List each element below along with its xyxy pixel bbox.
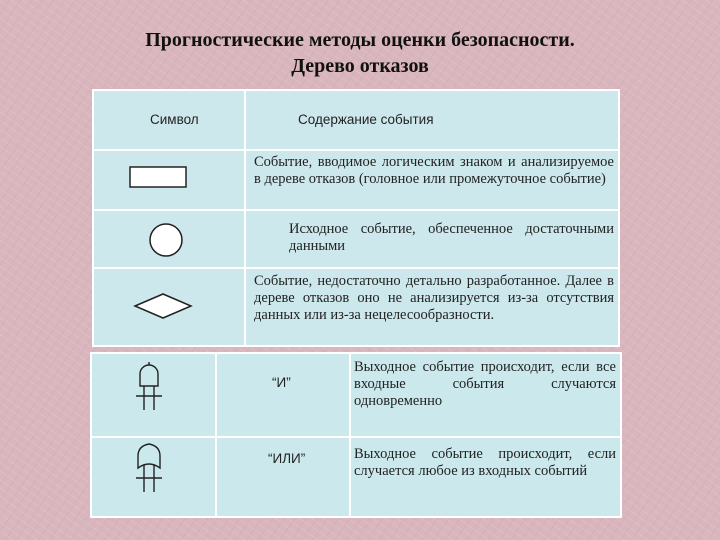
table-row	[94, 149, 618, 211]
circle-icon	[147, 220, 187, 260]
row-text: Выходное событие происходит, если случается любое из входных событий	[354, 446, 616, 479]
diamond-icon	[132, 291, 196, 321]
table-header-row	[94, 91, 618, 149]
row-text: Исходное событие, обеспеченное достаточными данными	[289, 221, 614, 254]
table-row	[92, 436, 620, 520]
logic-gates-table	[90, 352, 622, 518]
header-symbol: Символ	[150, 112, 199, 127]
header-content: Содержание события	[298, 112, 434, 127]
table-row	[92, 354, 620, 436]
gate-name: “И”	[272, 375, 291, 390]
and-gate-icon	[132, 362, 172, 418]
row-text: Событие, вводимое логическим знаком и анализируемое в дереве отказов (головное или промежуточное событие)	[254, 154, 614, 187]
event-symbols-table	[92, 89, 620, 347]
rectangle-icon	[128, 164, 190, 194]
row-text: Событие, недостаточно детально разработанное. Далее в дереве отказов оно не анализируется из-за отсутствия данных или из-за нецелесообразности.	[254, 273, 614, 323]
gate-name: “ИЛИ”	[268, 451, 306, 466]
table-row	[94, 209, 618, 269]
page-title: Прогностические методы оценки безопасности.	[145, 29, 575, 51]
page-subtitle: Дерево отказов	[291, 55, 429, 77]
table-row	[94, 267, 618, 349]
or-gate-icon	[132, 442, 172, 498]
row-text: Выходное событие происходит, если все входные события случаются одновременно	[354, 359, 616, 409]
